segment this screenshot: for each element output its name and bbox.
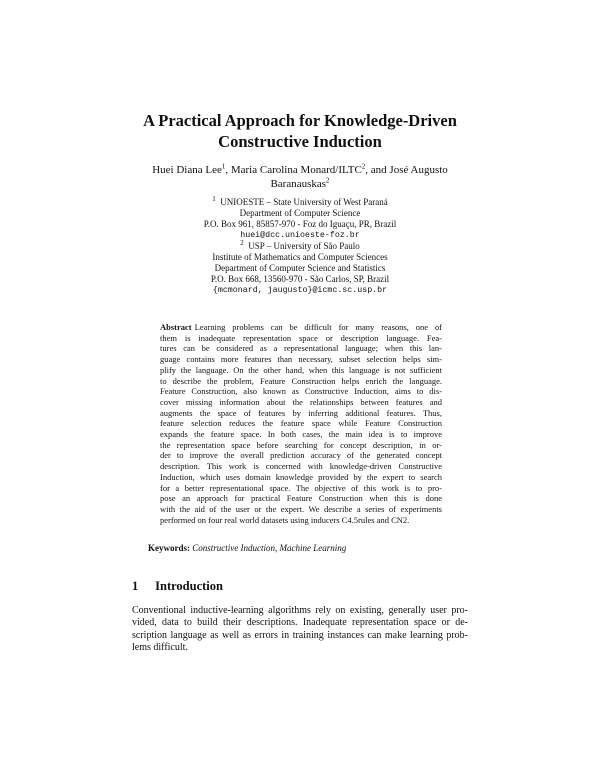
abstract-line: expands the feature space. In both cases, the main idea is to improve: [160, 429, 442, 440]
affiliation-2-dept: Department of Computer Science and Statistics: [214, 263, 386, 273]
affiliation-text: USP – University of São Paulo: [248, 241, 360, 251]
authors-line-2: [110, 177, 490, 191]
keywords-value: Constructive Induction, Machine Learning: [192, 543, 347, 553]
abstract-line: der to improve the overall prediction accuracy of the generated concept: [160, 450, 442, 461]
affiliation-mark: 1: [212, 195, 216, 203]
abstract-line: pose an approach for practical Feature Construction when this is done: [160, 493, 442, 504]
affiliation-2-name: [150, 241, 450, 252]
affiliation-mark: 2: [240, 239, 244, 247]
abstract-line: augments the space of features by inferring additional features. Thus,: [160, 407, 442, 418]
author-name: , and José Augusto: [365, 164, 448, 176]
abstract-line: performed on four real world datasets using inducers C4.5rules and CN2.: [160, 514, 410, 525]
authors-line-1: [110, 163, 490, 177]
section-number: 1: [132, 579, 139, 593]
paragraph-line: scription language as well as errors in training instances can make learning prob-: [132, 629, 468, 641]
affiliation-mark: 2: [361, 162, 366, 171]
abstract-line: the representation space before searching for concept description, in or-: [160, 439, 442, 450]
abstract-line: feature selection reduces the feature space while Feature Construction: [160, 418, 442, 429]
author-name: Baranauskas: [270, 178, 327, 190]
affiliation-1-name: [150, 197, 450, 208]
abstract-line: [160, 322, 442, 333]
title-line-2: Constructive Induction: [218, 132, 382, 151]
abstract-line: description. This work is concerned with knowledge-driven Constructive: [160, 461, 442, 472]
affiliation-2-address: P.O. Box 668, 13560-970 - São Carlos, SP, Brazil: [210, 274, 390, 284]
keywords: [148, 543, 468, 553]
abstract-line: guage contains more features than necessary, subset selection helps sim-: [160, 354, 442, 365]
paper-title: [60, 110, 540, 152]
affiliation-2-email: {mcmonard, jaugusto}@icmc.sc.usp.br: [212, 286, 388, 295]
abstract-line: Induction, which uses domain knowledge provided by the expert to search: [160, 471, 442, 482]
affiliation-text: UNIOESTE – State University of West Paraná: [220, 197, 388, 207]
section-title: Introduction: [155, 579, 223, 593]
title-line-1: A Practical Approach for Knowledge-Driven: [143, 111, 457, 130]
affiliation-1-address: P.O. Box 961, 85857-970 - Foz do Iguaçu, PR, Brazil: [203, 219, 397, 229]
paragraph-line: lems difficult.: [132, 641, 188, 653]
abstract-line: for a better representational space. The objective of this work is to pro-: [160, 482, 442, 493]
author-name: Huei Diana Lee: [152, 164, 222, 176]
keywords-label: Keywords:: [148, 543, 190, 553]
abstract-line: Feature Construction, also known as Constructive Induction, aims to dis-: [160, 386, 442, 397]
abstract-line: to describe the problem, Feature Construction helps enrich the language.: [160, 375, 442, 386]
abstract-text: Learning problems can be difficult for many reasons, one of: [194, 322, 442, 332]
introduction-paragraph: [132, 605, 468, 654]
abstract: [160, 322, 442, 525]
abstract-line: with the aid of the user or the expert. We describe a series of experiments: [160, 503, 442, 514]
paragraph-line: Conventional inductive-learning algorithms rely on existing, generally user pro-: [132, 605, 468, 616]
affiliations: [150, 197, 450, 296]
abstract-line: plify the language. On the other hand, when this language is not sufficient: [160, 364, 442, 375]
section-heading: [132, 579, 223, 594]
abstract-label: Abstract: [160, 322, 192, 332]
author-name: , Maria Carolina Monard/ILTC: [225, 164, 362, 176]
abstract-line: cover missing information about the relationships between features and: [160, 396, 442, 407]
affiliation-mark: 2: [326, 176, 330, 185]
affiliation-mark: 1: [221, 162, 226, 171]
affiliation-1-email: huei@dcc.unioeste-foz.br: [240, 231, 360, 240]
paragraph-line: vided, data to build their descriptions. Inadequate representation space or de-: [132, 617, 468, 629]
affiliation-1-dept: Department of Computer Science: [239, 208, 361, 218]
author-list: [110, 163, 490, 191]
abstract-line: them is inadequate representation space or description language. Fea-: [160, 332, 442, 343]
affiliation-2-institute: Institute of Mathematics and Computer Sciences: [212, 252, 388, 262]
abstract-line: tures can be considered as a representational language; when this lan-: [160, 343, 442, 354]
